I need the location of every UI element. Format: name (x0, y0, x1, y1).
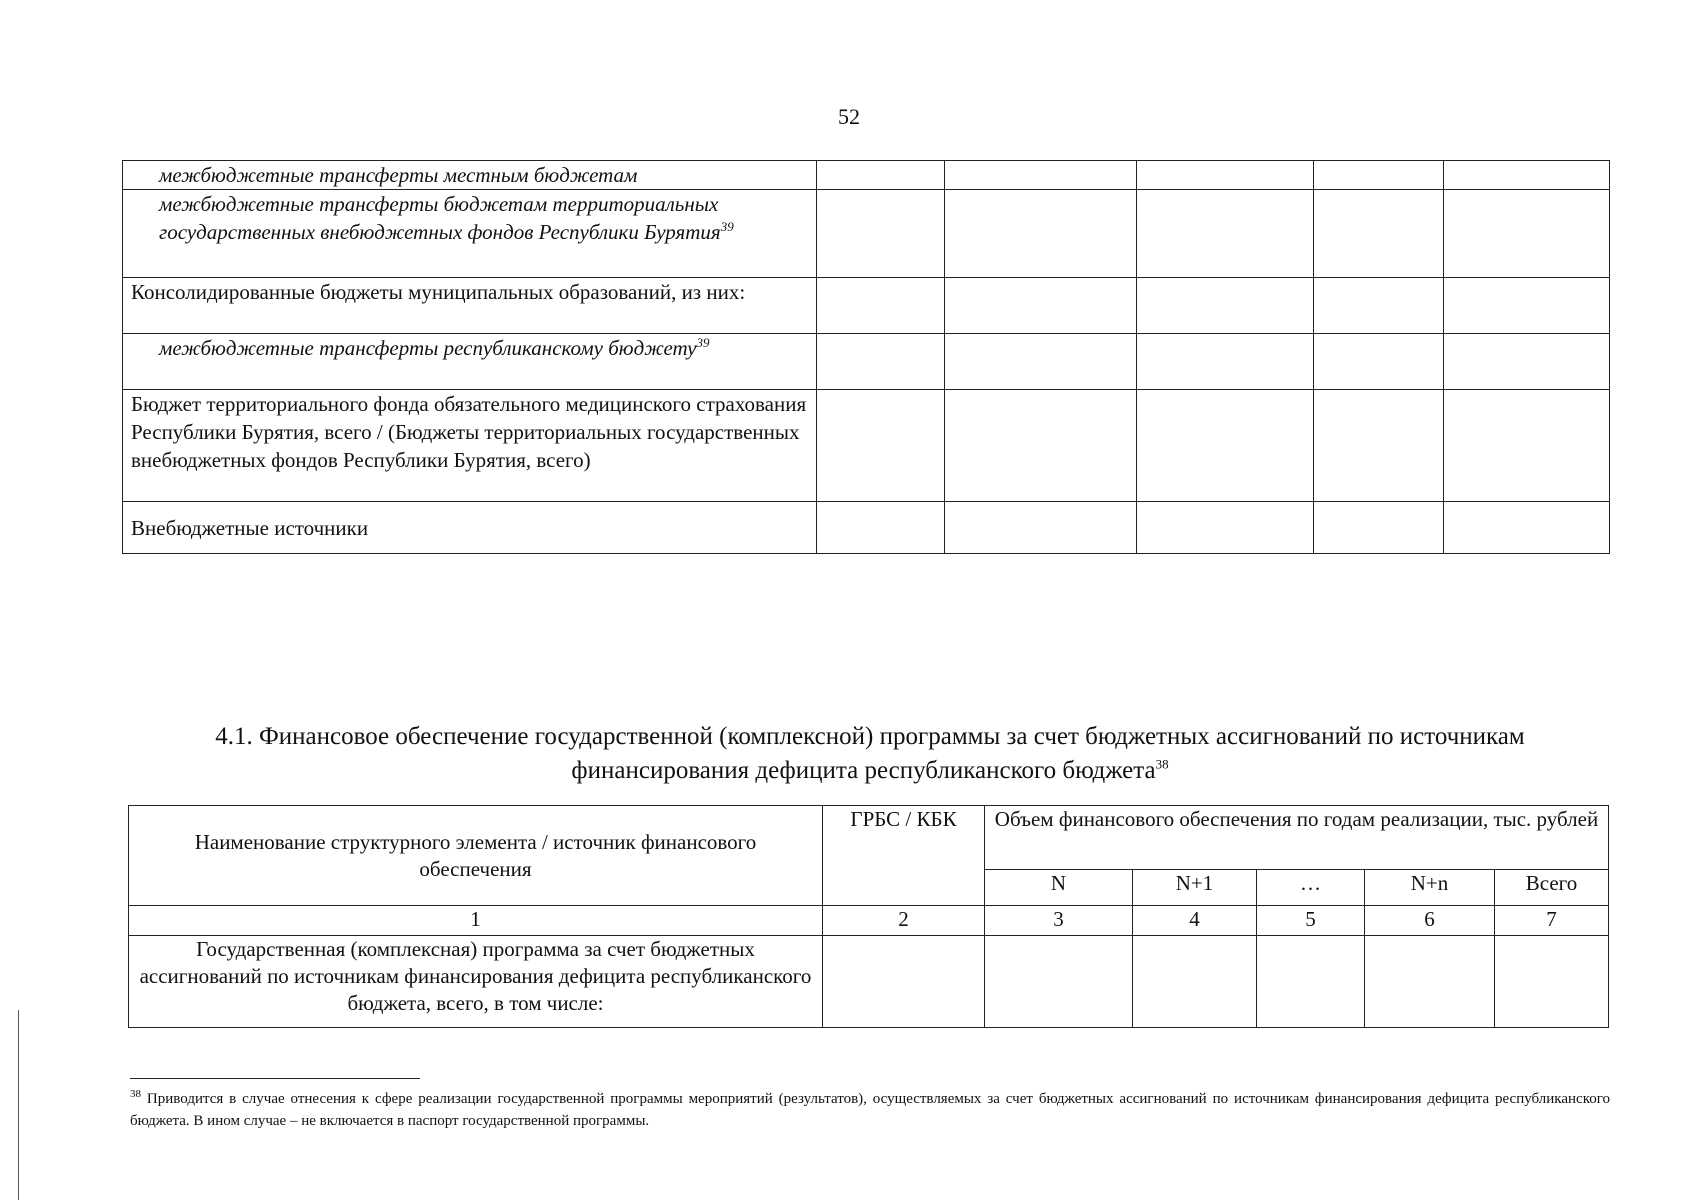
table-cell (817, 190, 945, 278)
column-number: 7 (1495, 906, 1609, 936)
table-row (123, 390, 1610, 502)
table-row (123, 334, 1610, 390)
header-funding-volume: Объем финансового обеспечения по годам реализации, тыс. рублей (985, 806, 1609, 870)
table-cell (1314, 278, 1444, 334)
table-cell (1444, 334, 1610, 390)
table-cell (1133, 936, 1257, 1028)
table-cell (1314, 502, 1444, 554)
table-cell (1137, 390, 1314, 502)
table-cell (817, 334, 945, 390)
column-number: 4 (1133, 906, 1257, 936)
table-cell (1314, 390, 1444, 502)
header-year-2: … (1257, 870, 1365, 906)
table-cell (944, 334, 1137, 390)
table-cell (1137, 161, 1314, 190)
row-label: Консолидированные бюджеты муниципальных образований, из них: (123, 278, 817, 334)
header-year-1: N+1 (1133, 870, 1257, 906)
page-number: 52 (838, 104, 860, 129)
table-cell (817, 502, 945, 554)
table-cell (944, 502, 1137, 554)
row-label: Внебюджетные источники (123, 502, 817, 554)
header-grbs-kbk: ГРБС / КБК (823, 806, 985, 906)
table-cell (823, 936, 985, 1028)
table-cell (1314, 161, 1444, 190)
funding-sources-table (122, 160, 1610, 554)
table-row (123, 190, 1610, 278)
table-cell (1444, 502, 1610, 554)
row-label: межбюджетные трансферты бюджетам территориальных государственных внебюджетных фондов Республики Бурятия$^{39}$ (123, 190, 817, 278)
table-cell (1444, 390, 1610, 502)
table-cell (944, 190, 1137, 278)
table-cell (1444, 161, 1610, 190)
table-cell (1444, 190, 1610, 278)
table-cell (944, 278, 1137, 334)
footnote-divider (130, 1078, 420, 1079)
row-label: Бюджет территориального фонда обязательного медицинского страхования Республики Бурятия, всего / (Бюджеты территориальных государственных внебюджетных фондов Республики Бурятия, всего) (123, 390, 817, 502)
table-cell (817, 278, 945, 334)
table-cell (1137, 502, 1314, 554)
column-number: 1 (129, 906, 823, 936)
footnote (130, 1088, 1610, 1132)
table-cell (1365, 936, 1495, 1028)
table-cell (944, 390, 1137, 502)
header-year-3: N+n (1365, 870, 1495, 906)
table-cell (1495, 936, 1609, 1028)
deficit-financing-table (128, 805, 1609, 1028)
header-year-0: N (985, 870, 1133, 906)
table-cell (1137, 278, 1314, 334)
table-row (123, 278, 1610, 334)
footnote-mark: 38 (130, 1088, 141, 1100)
header-year-4: Всего (1495, 870, 1609, 906)
table-cell (985, 936, 1133, 1028)
table-cell (944, 161, 1137, 190)
row-label: межбюджетные трансферты республиканскому бюджету$^{39}$ (123, 334, 817, 390)
table-cell (817, 390, 945, 502)
row-label: межбюджетные трансферты местным бюджетам (123, 161, 817, 190)
table-cell (1257, 936, 1365, 1028)
table-row (123, 502, 1610, 554)
column-number: 2 (823, 906, 985, 936)
table-cell (1137, 190, 1314, 278)
column-number: 5 (1257, 906, 1365, 936)
column-number: 6 (1365, 906, 1495, 936)
table-cell (817, 161, 945, 190)
table-row (123, 161, 1610, 190)
section-title: 4.1. Финансовое обеспечение государственной (комплексной) программы за счет бюджетных ассигнований по источникам финансирования дефицита республиканского бюджета$^{38}$ (215, 723, 1525, 784)
scan-margin-line (18, 1010, 19, 1200)
table-cell (1444, 278, 1610, 334)
program-total-row-label: Государственная (комплексная) программа за счет бюджетных ассигнований по источникам финансирования дефицита республиканского бюджета, всего, в том числе: (129, 936, 823, 1028)
footnote-text: Приводится в случае отнесения к сфере реализации государственной программы мероприятий (результатов), осуществляемых за счет бюджетных ассигнований по источникам финансирования дефицита республиканского бюджета. В ином случае – не включается в паспорт государственной программы. (130, 1091, 1610, 1129)
column-number: 3 (985, 906, 1133, 936)
table-cell (1137, 334, 1314, 390)
table-cell (1314, 190, 1444, 278)
table-cell (1314, 334, 1444, 390)
header-structural-element: Наименование структурного элемента / источник финансового обеспечения (129, 806, 823, 906)
